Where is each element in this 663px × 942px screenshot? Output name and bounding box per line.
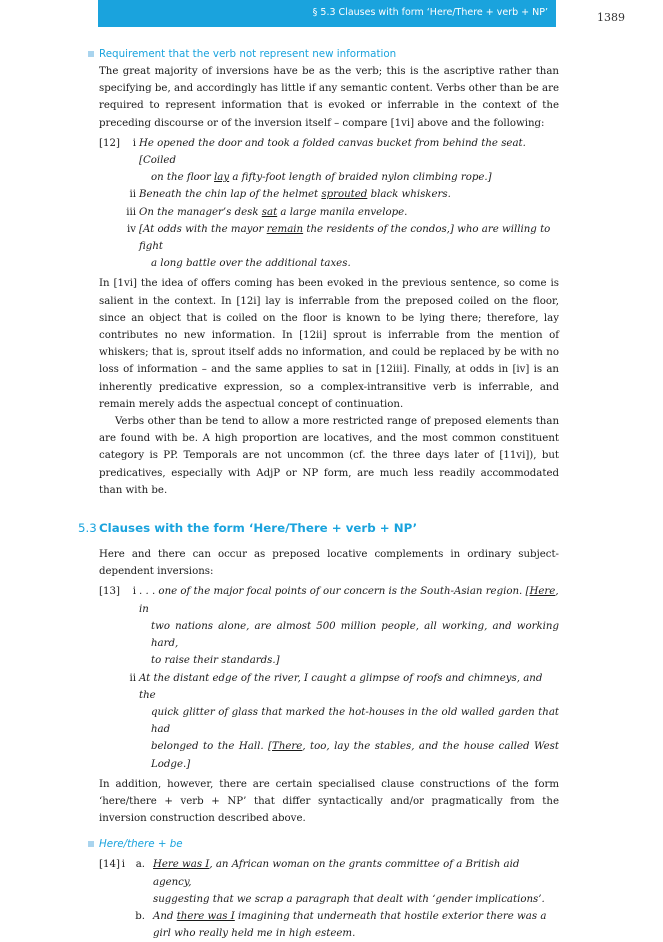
example-number: [14] <box>99 859 120 871</box>
example-text: At the distant edge of the river, I caught a glimpse of roofs and chimneys, and the <box>139 672 543 701</box>
example-item-number: iii <box>126 206 136 218</box>
example-12-i <box>99 135 559 187</box>
example-text: quick glitter of glass that marked the hot-houses in the old walled garden that had <box>151 706 559 736</box>
example-item-number: ii <box>129 672 136 684</box>
underlined-word: Here <box>529 586 556 598</box>
underlined-verb: sat <box>261 206 278 218</box>
example-text: girl who really held me in high esteem. <box>153 928 356 940</box>
running-head: § 5.3 Clauses with form ‘Here/There + verb + NP’ <box>312 7 548 18</box>
example-text: , in <box>139 586 559 615</box>
example-text: a large manila envelope. <box>277 206 408 218</box>
page-body <box>78 44 559 942</box>
example-text: . . . one of the major focal points of our concern is the South-Asian region. [ <box>139 586 530 598</box>
example-item-number: ii <box>129 189 136 201</box>
subheading-new-information <box>99 46 559 63</box>
example-number: [13] <box>99 586 120 598</box>
example-13-i <box>99 583 559 669</box>
example-text: to raise their standards.] <box>151 655 280 667</box>
paragraph-4: Here and there can occur as preposed locative complements in ordinary subject-dependent inversions: <box>99 549 559 578</box>
example-text: black whiskers. <box>367 189 451 201</box>
example-text: On the manager’s desk <box>139 206 262 218</box>
section-heading-5-3 <box>78 519 559 537</box>
example-item-number: iv <box>126 223 136 235</box>
example-number: [12] <box>99 137 120 149</box>
example-text: a fifty-foot length of braided nylon climbing rope.] <box>229 172 492 184</box>
example-13-ii <box>99 670 559 773</box>
paragraph-5: In addition, however, there are certain specialised clause constructions of the form ‘here/there + verb + NP’ that differ syntactically and/or pragmatically from the inversion construction described above. <box>99 778 559 825</box>
example-item-number: i <box>132 586 136 598</box>
example-item-number: i <box>121 859 125 871</box>
example-12 <box>99 135 559 273</box>
example-14 <box>99 856 559 942</box>
example-text: He opened the door and took a folded canvas bucket from behind the seat. [Coiled <box>139 137 526 167</box>
example-12-ii <box>99 186 559 203</box>
paragraph-2: In [1vi] the idea of offers coming has been evoked in the previous sentence, so come is salient in the context. In [12i] lay is inferrable from the preposed coiled on the floor, since an object that is coiled on the floor is known to be lying there; therefore, lay contributes no new information. In [12ii] sprout is inferrable from the mention of whiskers; that is, sprout itself adds no information, and could be replaced by be with no loss of information – and the same applies to sat in [12iii]. Finally, at odds in [iv] is an inherently predicative expression, so a complex-intransitive verb is inferrable, and remain merely adds the aspectual concept of continuation. <box>99 278 559 410</box>
underlined-verb: remain <box>266 223 304 235</box>
example-text: suggesting that we scrap a paragraph that dealt with ‘gender implications’. <box>153 893 545 905</box>
example-text: Beneath the chin lap of the helmet <box>139 189 322 201</box>
example-text: two nations alone, are almost 500 million people, all working, and working hard, <box>151 620 559 650</box>
example-text: imagining that underneath that hostile exterior there was a <box>234 910 547 922</box>
bullet-square-icon <box>88 51 94 57</box>
example-13 <box>99 583 559 772</box>
example-text: the residents of the condos,] who are willing to fight <box>139 223 551 253</box>
example-letter: a. <box>135 859 145 871</box>
paragraph-3: Verbs other than be tend to allow a more restricted range of preposed elements than are found with be. A high proportion are locatives, and the most common constituent category is PP. Temporals are not uncommon (cf. the three days later of [11vi]), but predicatives, especially with AdjP or NP form, are much less readily accommodated than with be. <box>99 416 559 496</box>
example-letter: b. <box>135 910 145 922</box>
example-text: , too, lay the stables, and the house called West Lodge.] <box>151 741 559 770</box>
underlined-phrase: there was I <box>176 910 235 922</box>
subheading-text: Requirement that the verb not represent new information <box>99 48 397 60</box>
underlined-phrase: Here was I <box>153 859 210 871</box>
section-title: Clauses with the form ‘Here/There + verb + NP’ <box>99 521 418 536</box>
page-number: 1389 <box>597 11 625 24</box>
example-item-number: i <box>132 137 136 149</box>
subheading-text: Here/there + be <box>99 838 183 851</box>
example-text: And <box>153 910 177 922</box>
bullet-square-icon <box>88 841 94 847</box>
example-14-i-b <box>99 908 559 942</box>
example-text: [At odds with the mayor <box>139 223 267 235</box>
section-number: 5.3 <box>78 521 97 536</box>
underlined-verb: lay <box>214 172 230 184</box>
paragraph-1: The great majority of inversions have be as the verb; this is the ascriptive rather than specifying be, and accordingly has little if any semantic content. Verbs other than be are required to represent information that is evoked or inferrable in the context of the preceding discourse or of the inversion itself – compare [1vi] above and the following: <box>99 66 559 129</box>
example-text: , an African woman on the grants committee of a British aid agency, <box>153 859 520 888</box>
example-text: a long battle over the additional taxes. <box>151 258 351 270</box>
example-text: belonged to the Hall. [ <box>151 741 273 753</box>
example-text: on the floor <box>151 172 215 184</box>
underlined-word: There <box>272 741 303 753</box>
underlined-verb: sprouted <box>321 189 368 201</box>
subheading-here-there-be <box>99 836 559 853</box>
running-head-bar <box>98 0 556 27</box>
example-12-iii <box>99 204 559 221</box>
example-14-i-a <box>99 856 559 908</box>
example-12-iv <box>99 221 559 273</box>
